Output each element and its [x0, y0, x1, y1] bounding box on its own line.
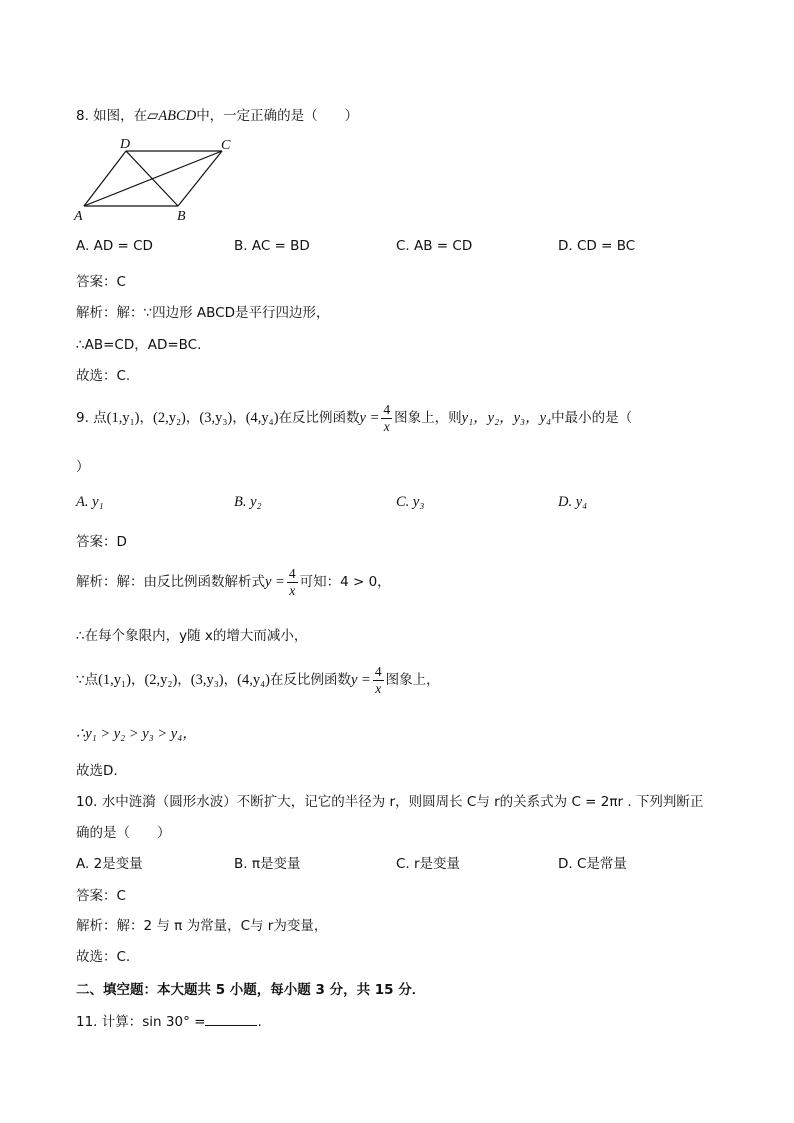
q9-analysis-fraction — [287, 566, 298, 599]
q10-option-d: D. C是常量 — [558, 856, 627, 872]
q9-stem-close: ） — [76, 459, 90, 475]
q10-conclusion: 故选：C. — [76, 949, 131, 965]
q8-answer: 答案：C — [76, 274, 126, 290]
q9-analysis-1a: 解析：解：由反比例函数解析式 — [76, 574, 265, 590]
q8-analysis-line1: 解析：解：∵四边形 ABCD是平行四边形， — [76, 305, 330, 321]
q9-answer: 答案：D — [76, 534, 127, 550]
q9-func-lhs: y = — [359, 410, 380, 426]
q11-prefix: 11. 计算：sin 30° = — [76, 1014, 206, 1030]
q9-analysis3-frac-den: x — [375, 680, 382, 696]
q8-stem-suffix: 中，一定正确的是（ ） — [196, 108, 359, 124]
q9-option-b: B. y₂ — [234, 494, 262, 510]
q8-option-b: B. AC = BD — [234, 238, 310, 254]
q9-analysis-3a: ∵点 — [76, 672, 99, 688]
q8-option-a: A. AD = CD — [76, 238, 153, 254]
q10-option-a: A. 2是变量 — [76, 856, 143, 872]
q9-analysis-1b: 可知：4 > 0， — [299, 574, 391, 590]
q9-option-a: A. y₁ — [76, 494, 104, 510]
q10-stem-line2: 确的是（ ） — [76, 825, 171, 841]
q10-answer: 答案：C — [76, 888, 126, 904]
vertex-label-c: C — [221, 138, 231, 153]
q9-analysis-frac-num: 4 — [288, 565, 296, 581]
q8-analysis-line2: ∴AB=CD，AD=BC. — [76, 337, 202, 353]
q8-conclusion: 故选：C. — [76, 368, 131, 384]
q8-stem-shape: ▱ABCD — [147, 108, 197, 124]
q9-analysis-point-3: (3,y₃) — [190, 672, 224, 688]
q9-analysis-line3: ∵点(1,y₁)，(2,y₂)，(3,y₃)，(4,y₄)在反比例函数y = $\frac{4}{x}$ 图象上， — [76, 663, 440, 696]
q9-conclusion: 故选D. — [76, 763, 118, 779]
q9-option-d: D. y₄ — [558, 494, 588, 510]
q9-analysis-point-1: (1,y₁) — [98, 672, 131, 688]
q11-answer-blank[interactable] — [205, 1013, 257, 1026]
q8-option-d: D. CD = BC — [558, 238, 636, 254]
q9-option-c: C. y₃ — [396, 494, 425, 510]
q11-stem — [76, 1010, 262, 1030]
q11-suffix: . — [257, 1014, 262, 1030]
q9-point-1: (1,y₁) — [106, 410, 140, 426]
q8-stem — [76, 104, 358, 125]
q9-vars: y₁，y₂，y₃，y₄ — [461, 410, 552, 426]
q10-analysis: 解析：解：2 与 π 为常量，C与 r为变量， — [76, 918, 328, 934]
vertex-label-a: A — [74, 209, 83, 224]
section2-heading: 二、填空题：本大题共 5 小题，每小题 3 分，共 15 分． — [76, 982, 426, 998]
q9-stem-prefix: 9. 点 — [76, 410, 107, 426]
q9-analysis-func-lhs: y = — [265, 574, 285, 590]
q9-analysis-frac-den: x — [289, 582, 296, 598]
q9-point-4: (4,y₄) — [245, 410, 279, 426]
q9-stem-end: 中最小的是（ — [551, 410, 633, 426]
q9-analysis3-fraction — [373, 664, 384, 697]
q9-analysis-line4: ∴y₁ > y₂ > y₃ > y₄， — [76, 726, 197, 742]
q8-option-c: C. AB = CD — [396, 238, 473, 254]
q9-fraction — [381, 402, 392, 435]
vertex-label-d: D — [120, 137, 131, 152]
q9-stem-tail: 图象上，则 — [394, 410, 462, 426]
q9-point-2: (2,y₂) — [153, 410, 186, 426]
q8-stem-prefix: 8. 如图，在 — [76, 108, 148, 124]
q9-analysis-3b: 图象上， — [385, 672, 440, 688]
vertex-label-b: B — [177, 209, 186, 224]
q9-analysis-line2: ∴在每个象限内，y随 x的增大而减小， — [76, 628, 308, 644]
q9-analysis-line1 — [76, 564, 391, 600]
q9-stem-mid: 在反比例函数 — [278, 410, 360, 426]
q10-option-c: C. r是变量 — [396, 856, 461, 872]
q9-analysis-point-4: (4,y₄) — [237, 672, 270, 688]
q10-stem-line1: 10. 水中涟漪（圆形水波）不断扩大，记它的半径为 r，则圆周长 C与 r的关系式为 C = 2πr . 下列判断正 — [76, 794, 704, 810]
q10-option-b: B. π是变量 — [234, 856, 301, 872]
q9-point-3: (3,y₃) — [199, 410, 233, 426]
parallelogram-figure — [70, 134, 240, 226]
q9-analysis3-func-lhs: y = — [350, 672, 371, 688]
q9-analysis-mid: 在反比例函数 — [269, 672, 351, 688]
q9-frac-den: x — [383, 418, 390, 434]
q9-frac-num: 4 — [383, 401, 391, 417]
q9-analysis3-frac-num: 4 — [374, 663, 382, 679]
q9-stem: 9. 点(1,y₁)，(2,y₂)，(3,y₃)，(4,y₄)在反比例函数y = $\frac{4}{x}$ 图象上，则y₁，y₂，y₃，y₄中最小的是（ — [76, 401, 633, 434]
q9-analysis-point-2: (2,y₂) — [144, 672, 178, 688]
